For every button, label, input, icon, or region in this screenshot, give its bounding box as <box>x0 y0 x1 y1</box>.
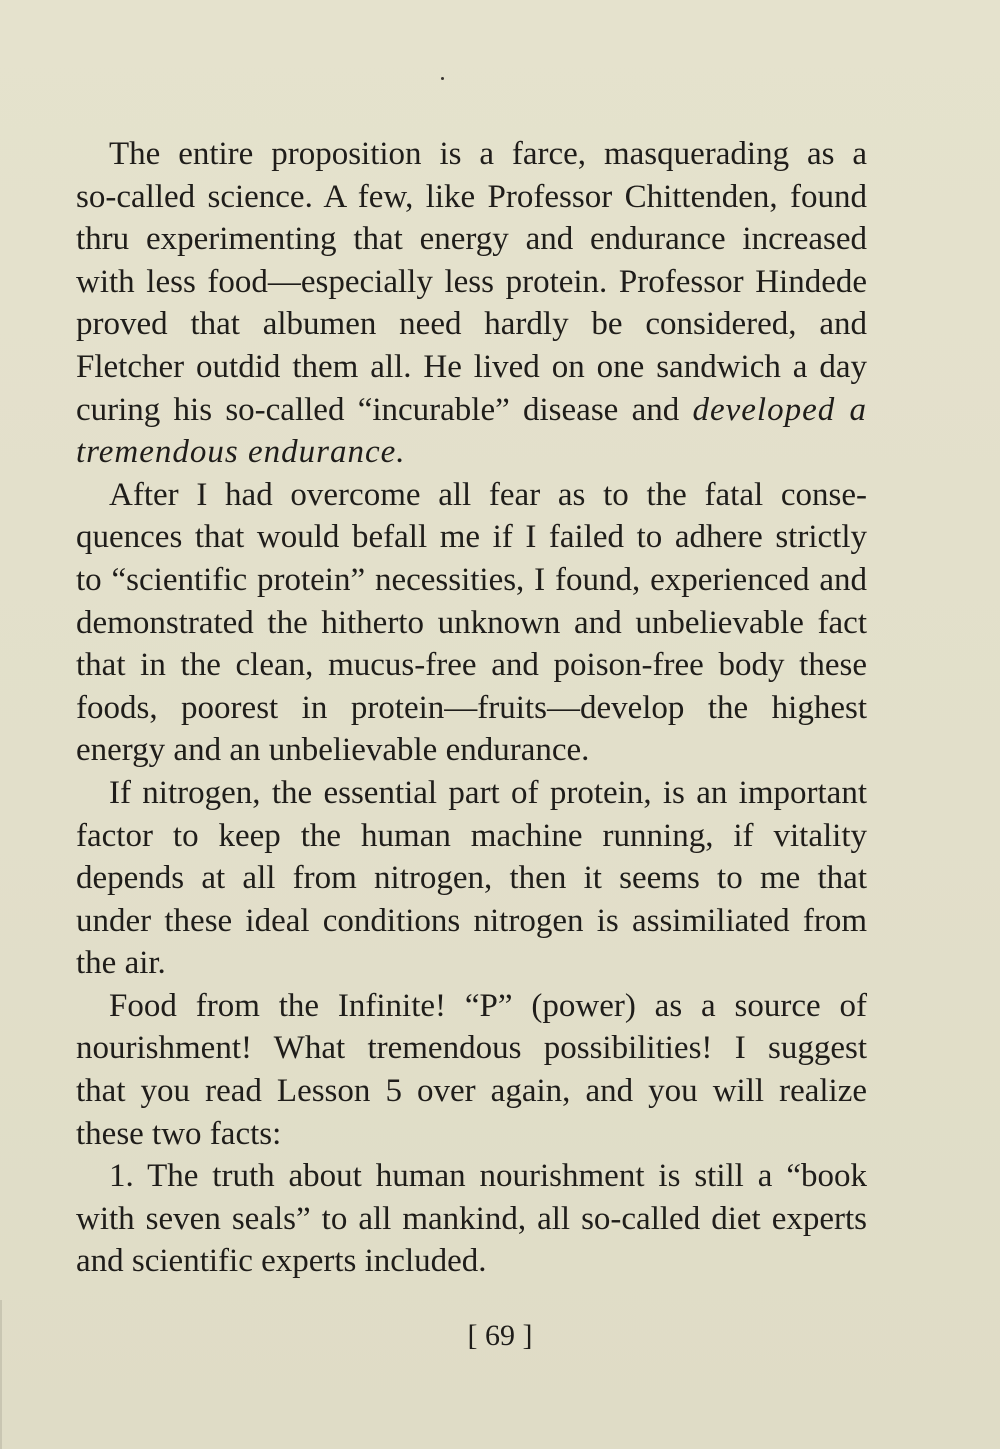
page-number: [ 69 ] <box>467 1319 533 1352</box>
text-line <box>76 815 867 858</box>
text-line <box>76 303 867 346</box>
page-edge <box>0 1300 2 1449</box>
text-segment: with seven seals” to all mankind, all so-called diet experts <box>76 1200 867 1237</box>
body-text <box>76 133 867 1283</box>
text-segment: so-called science. A few, like Professor Chittenden, found <box>76 178 867 215</box>
text-segment: the air. <box>76 945 166 982</box>
italic-text: developed a <box>692 391 867 428</box>
italic-text: tremendous endurance. <box>76 434 406 471</box>
paragraph <box>76 474 867 772</box>
text-segment: demonstrated the hitherto unknown and unbelievable fact <box>76 604 867 641</box>
text-line <box>76 1155 867 1198</box>
text-segment: quences that would befall me if I failed to adhere strictly <box>76 519 867 556</box>
text-segment: If nitrogen, the essential part of protein, is an important <box>109 774 867 811</box>
text-segment: with less food—especially less protein. Professor Hindede <box>76 263 867 300</box>
text-segment: Food from the Infinite! “P” (power) as a source of <box>109 987 867 1024</box>
paragraph <box>76 1155 867 1283</box>
text-line <box>76 900 867 943</box>
paragraph <box>76 133 867 474</box>
text-line <box>76 1113 867 1156</box>
text-segment: The entire proposition is a farce, masquerading as a <box>109 136 867 172</box>
text-line <box>76 559 867 602</box>
text-line <box>76 133 867 176</box>
text-segment: foods, poorest in protein—fruits—develop the highest <box>76 689 867 726</box>
text-segment: 1. The truth about human nourishment is still a “book <box>109 1158 867 1195</box>
text-line <box>76 1027 867 1070</box>
text-line <box>76 772 867 815</box>
text-segment: depends at all from nitrogen, then it seems to me that <box>76 860 867 897</box>
text-line <box>76 687 867 730</box>
text-segment: curing his so-called “incurable” disease and <box>76 391 693 428</box>
text-segment: Fletcher outdid them all. He lived on one sandwich a day <box>76 348 867 385</box>
text-line <box>76 218 867 261</box>
text-line <box>76 1198 867 1241</box>
text-line <box>76 729 867 772</box>
text-segment: proved that albumen need hardly be considered, and <box>76 306 867 343</box>
text-line <box>76 602 867 645</box>
text-segment: these two facts: <box>76 1115 282 1152</box>
text-segment: and scientific experts included. <box>76 1243 487 1280</box>
text-line <box>76 1240 867 1283</box>
text-segment: energy and an unbelievable endurance. <box>76 732 590 769</box>
ink-speck <box>441 77 444 80</box>
text-line <box>76 176 867 219</box>
text-segment: that you read Lesson 5 over again, and you will realize <box>76 1073 867 1110</box>
text-line <box>76 857 867 900</box>
text-line <box>76 346 867 389</box>
text-segment: nourishment! What tremendous possibilities! I suggest <box>76 1030 867 1067</box>
paragraph <box>76 985 867 1155</box>
text-line <box>76 516 867 559</box>
text-line <box>76 389 867 432</box>
text-segment: After I had overcome all fear as to the fatal conse- <box>109 476 867 513</box>
text-line <box>76 261 867 304</box>
text-segment: factor to keep the human machine running, if vitality <box>76 817 867 854</box>
text-line <box>76 942 867 985</box>
text-line <box>76 644 867 687</box>
text-segment: to “scientific protein” necessities, I found, experienced and <box>76 561 867 598</box>
text-line <box>76 474 867 517</box>
text-line <box>76 1070 867 1113</box>
text-line <box>76 431 867 474</box>
text-segment: thru experimenting that energy and endurance increased <box>76 221 867 258</box>
text-segment: under these ideal conditions nitrogen is assimiliated from <box>76 902 867 939</box>
text-line <box>76 985 867 1028</box>
paragraph <box>76 772 867 985</box>
text-segment: that in the clean, mucus-free and poison-free body these <box>76 647 867 684</box>
